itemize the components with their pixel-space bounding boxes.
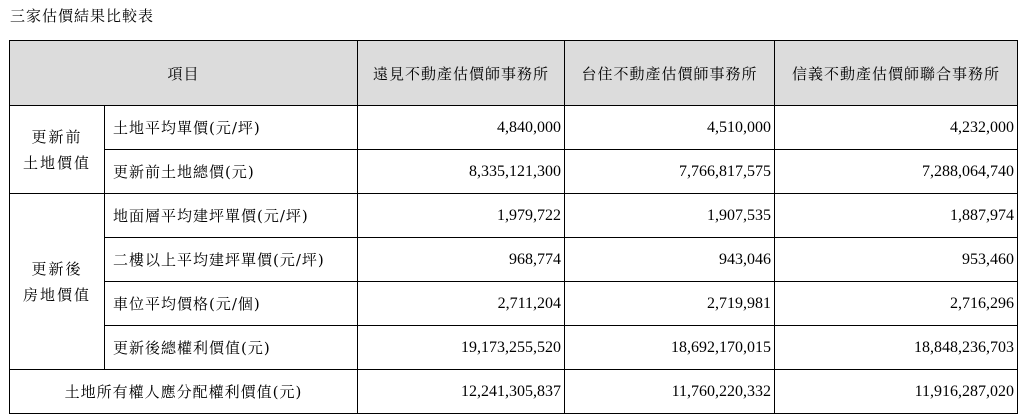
value-cell: 7,288,064,740 [775, 150, 1018, 194]
value-cell: 18,848,236,703 [775, 326, 1018, 370]
value-cell: 18,692,170,015 [565, 326, 775, 370]
group-label-before [10, 106, 105, 194]
row-label: 地面層平均建坪單價(元/坪) [105, 194, 358, 238]
total-label: 土地所有權人應分配權利價值(元) [10, 370, 358, 414]
value-cell: 1,907,535 [565, 194, 775, 238]
row-label: 二樓以上平均建坪單價(元/坪) [105, 238, 358, 282]
table-row [10, 282, 1018, 326]
value-cell: 7,766,817,575 [565, 150, 775, 194]
value-cell: 953,460 [775, 238, 1018, 282]
value-cell: 2,716,296 [775, 282, 1018, 326]
value-cell: 4,232,000 [775, 106, 1018, 150]
table-row [10, 238, 1018, 282]
table-row [10, 326, 1018, 370]
row-label: 更新後總權利價值(元) [105, 326, 358, 370]
total-value-cell: 11,760,220,332 [565, 370, 775, 414]
table-caption: 三家估價結果比較表 [10, 7, 155, 25]
table-row [10, 194, 1018, 238]
total-value-cell: 11,916,287,020 [775, 370, 1018, 414]
group-label-line: 房地價值 [22, 285, 91, 304]
group-label-line: 更新後 [31, 259, 83, 278]
value-cell: 2,711,204 [358, 282, 565, 326]
value-cell: 8,335,121,300 [358, 150, 565, 194]
group-label-line: 土地價值 [22, 153, 91, 172]
value-cell: 2,719,981 [565, 282, 775, 326]
value-cell: 4,510,000 [565, 106, 775, 150]
value-cell: 19,173,255,520 [358, 326, 565, 370]
total-row [10, 370, 1018, 414]
header-item: 項目 [10, 41, 358, 106]
value-cell: 1,979,722 [358, 194, 565, 238]
row-label: 車位平均價格(元/個) [105, 282, 358, 326]
value-cell: 968,774 [358, 238, 565, 282]
row-label: 更新前土地總價(元) [105, 150, 358, 194]
value-cell: 943,046 [565, 238, 775, 282]
header-row [10, 41, 1018, 106]
value-cell: 1,887,974 [775, 194, 1018, 238]
valuation-comparison-table [9, 40, 1018, 414]
total-value-cell: 12,241,305,837 [358, 370, 565, 414]
table-row [10, 106, 1018, 150]
header-firm-2: 台住不動產估價師事務所 [565, 41, 775, 106]
table-row [10, 150, 1018, 194]
row-label: 土地平均單價(元/坪) [105, 106, 358, 150]
header-firm-3: 信義不動產估價師聯合事務所 [775, 41, 1018, 106]
value-cell: 4,840,000 [358, 106, 565, 150]
header-firm-1: 遠見不動產估價師事務所 [358, 41, 565, 106]
group-label-after [10, 194, 105, 370]
group-label-line: 更新前 [31, 127, 83, 146]
